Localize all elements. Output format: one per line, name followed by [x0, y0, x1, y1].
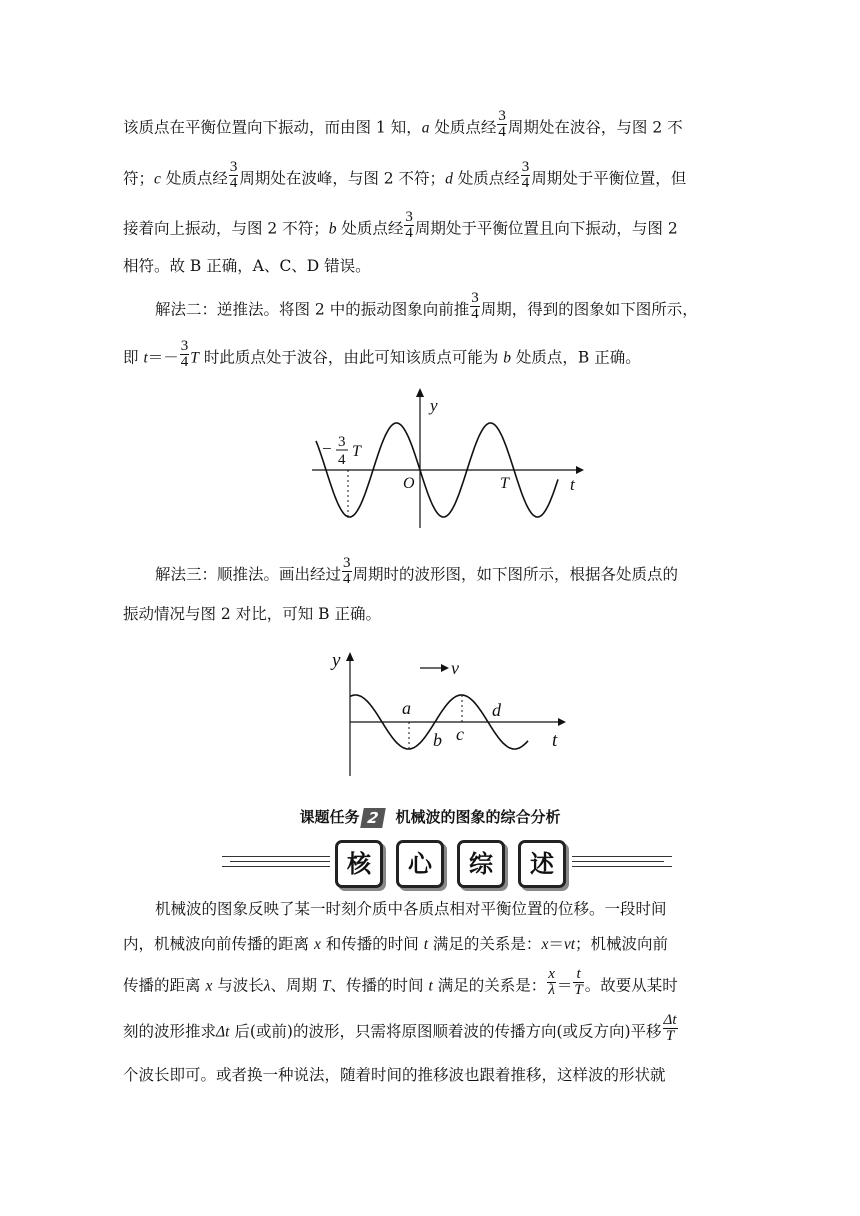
var: x: [541, 936, 549, 953]
var-t: t: [143, 349, 148, 367]
t-label: t: [552, 730, 558, 751]
var: vt: [563, 936, 576, 953]
text: 符；: [123, 169, 155, 188]
velocity-arrowhead: [441, 664, 449, 672]
text: 内，机械波向前传播的距离: [123, 935, 314, 953]
text: ＝－: [147, 348, 179, 367]
text: ＝: [556, 976, 573, 995]
text: 满足的关系是：: [432, 976, 547, 995]
para2-line2: [123, 338, 743, 374]
text: 和传播的时间: [320, 935, 424, 953]
para1-line2: [123, 159, 743, 195]
para3-line2: 振动情况与图 2 对比，可知 B 正确。: [123, 605, 381, 623]
var: t: [428, 977, 433, 995]
text: 周期处于平衡位置且向下振动，与图 2: [414, 219, 678, 238]
fraction-dt-T: $\frac{\Delta t}{T}$: [663, 1012, 677, 1044]
d-label: d: [492, 700, 501, 720]
fraction-3-4: $\frac{3}{4}$: [229, 159, 238, 191]
text: 处质点经: [452, 169, 520, 188]
period-label: T: [500, 475, 509, 492]
y-label: y: [430, 396, 438, 415]
vibration-graph-figure: [296, 378, 596, 544]
text: 后(或前)的波形，只需将原图顺着波的传播方向(或反方向)平移: [229, 1022, 662, 1041]
text: 满足的关系是：: [428, 935, 542, 953]
para4-line2: [123, 933, 743, 956]
text: 周期时的波形图，如下图所示，根据各处质点的: [352, 565, 679, 584]
y-axis-arrow: [416, 388, 424, 397]
t-axis-arrow: [576, 466, 584, 474]
banner-char: 核: [335, 840, 383, 888]
origin-label: O: [403, 475, 415, 492]
banner-rule: [230, 861, 330, 862]
text: 处质点经: [336, 219, 404, 238]
fraction-3-4: $\frac{3}{4}$: [343, 555, 351, 587]
para3-line1: [155, 555, 775, 591]
b-label: b: [433, 730, 442, 750]
banner-char: 述: [518, 840, 566, 888]
task-heading: [0, 806, 860, 828]
banner-rule: [222, 856, 330, 857]
task-prefix: 课题任务: [299, 808, 360, 826]
fraction-3-4: $\frac{3}{4}$: [521, 159, 530, 191]
fraction-3-4: $\frac{3}{4}$: [180, 338, 189, 370]
var-c: c: [154, 170, 161, 188]
fraction-x-lambda: $\frac{x}{\lambda}$: [548, 966, 555, 998]
text: 处质点，B 正确。: [511, 348, 641, 367]
para2-line1: [155, 290, 775, 326]
text: 接着向上振动，与图 2 不符；: [123, 219, 329, 238]
text: 。故要从某时: [584, 976, 678, 995]
text: 传播的距离: [123, 976, 206, 995]
text: 周期处在波谷，与图 2 不: [507, 118, 683, 137]
v-label: v: [451, 658, 459, 678]
banner-rule: [222, 866, 330, 867]
core-summary-banner: [222, 838, 672, 890]
banner-rule: [572, 866, 672, 867]
fraction-3-4: $\frac{3}{4}$: [471, 290, 479, 322]
para4-line4: [123, 1012, 743, 1048]
para4-line5: 个波长即可。或者换一种说法，随着时间的推移波也跟着推移，这样波的形状就: [123, 1066, 666, 1084]
var-d: d: [445, 170, 453, 188]
para4-line3: [123, 966, 743, 1002]
fraction-t-T: $\frac{t}{T}$: [574, 966, 583, 998]
para1-line1: [123, 108, 743, 144]
waveform-graph-figure: [328, 640, 578, 790]
banner-rule: [572, 856, 672, 857]
y-label: y: [332, 650, 341, 671]
text: 该质点在平衡位置向下振动，而由图 1 知，: [123, 118, 422, 137]
frac-num: 3: [338, 434, 346, 450]
para1-line4: 相符。故 B 正确，A、C、D 错误。: [123, 257, 371, 275]
text: 、传播的时间: [330, 976, 429, 995]
neg-sign: −: [322, 439, 332, 458]
var-a: a: [421, 119, 430, 137]
banner-char: 综: [457, 840, 505, 888]
fraction-3-4: $\frac{3}{4}$: [405, 209, 413, 241]
var: Δt: [216, 1023, 230, 1041]
text: 解法三：顺推法。画出经过: [155, 565, 342, 584]
x-axis-arrow: [558, 718, 566, 726]
para4-line1: 机械波的图象反映了某一时刻介质中各质点相对平衡位置的位移。一段时间: [155, 900, 667, 918]
var-b: b: [328, 220, 337, 238]
text: 、周期: [270, 976, 322, 995]
text: ＝: [548, 935, 564, 953]
text: 处质点经: [429, 118, 497, 137]
banner-char: 心: [396, 840, 444, 888]
text: 处质点经: [160, 169, 228, 188]
text: 时此质点处于波谷，由此可知该质点可能为: [198, 348, 504, 367]
task-number-badge: 2: [360, 808, 386, 828]
text: 刻的波形推求: [123, 1022, 217, 1041]
var: x: [205, 977, 213, 995]
text: 即: [123, 348, 144, 367]
text: 与波长: [212, 976, 264, 995]
text: 周期，得到的图象如下图所示，: [480, 300, 698, 319]
text: 周期处在波峰，与图 2 不符；: [239, 169, 446, 188]
var: x: [313, 936, 321, 953]
text: 周期处于平衡位置，但: [531, 169, 687, 188]
para1-line3: [123, 209, 743, 245]
c-label: c: [456, 724, 464, 744]
text: 解法二：逆推法。将图 2 中的振动图象向前推: [155, 300, 470, 319]
var: T: [321, 977, 331, 995]
text: ；机械波向前: [575, 935, 669, 953]
y-axis-arrow: [346, 652, 354, 661]
var-b: b: [503, 349, 511, 367]
a-label: a: [402, 698, 411, 718]
frac-T: T: [352, 443, 361, 460]
var-T: T: [190, 349, 199, 367]
frac-den: 4: [338, 452, 346, 468]
var: t: [423, 936, 428, 953]
var: λ: [263, 977, 271, 995]
banner-rule: [572, 861, 664, 862]
fraction-3-4: $\frac{3}{4}$: [498, 108, 506, 140]
t-label: t: [570, 475, 575, 494]
task-title: 机械波的图象的综合分析: [395, 808, 561, 826]
